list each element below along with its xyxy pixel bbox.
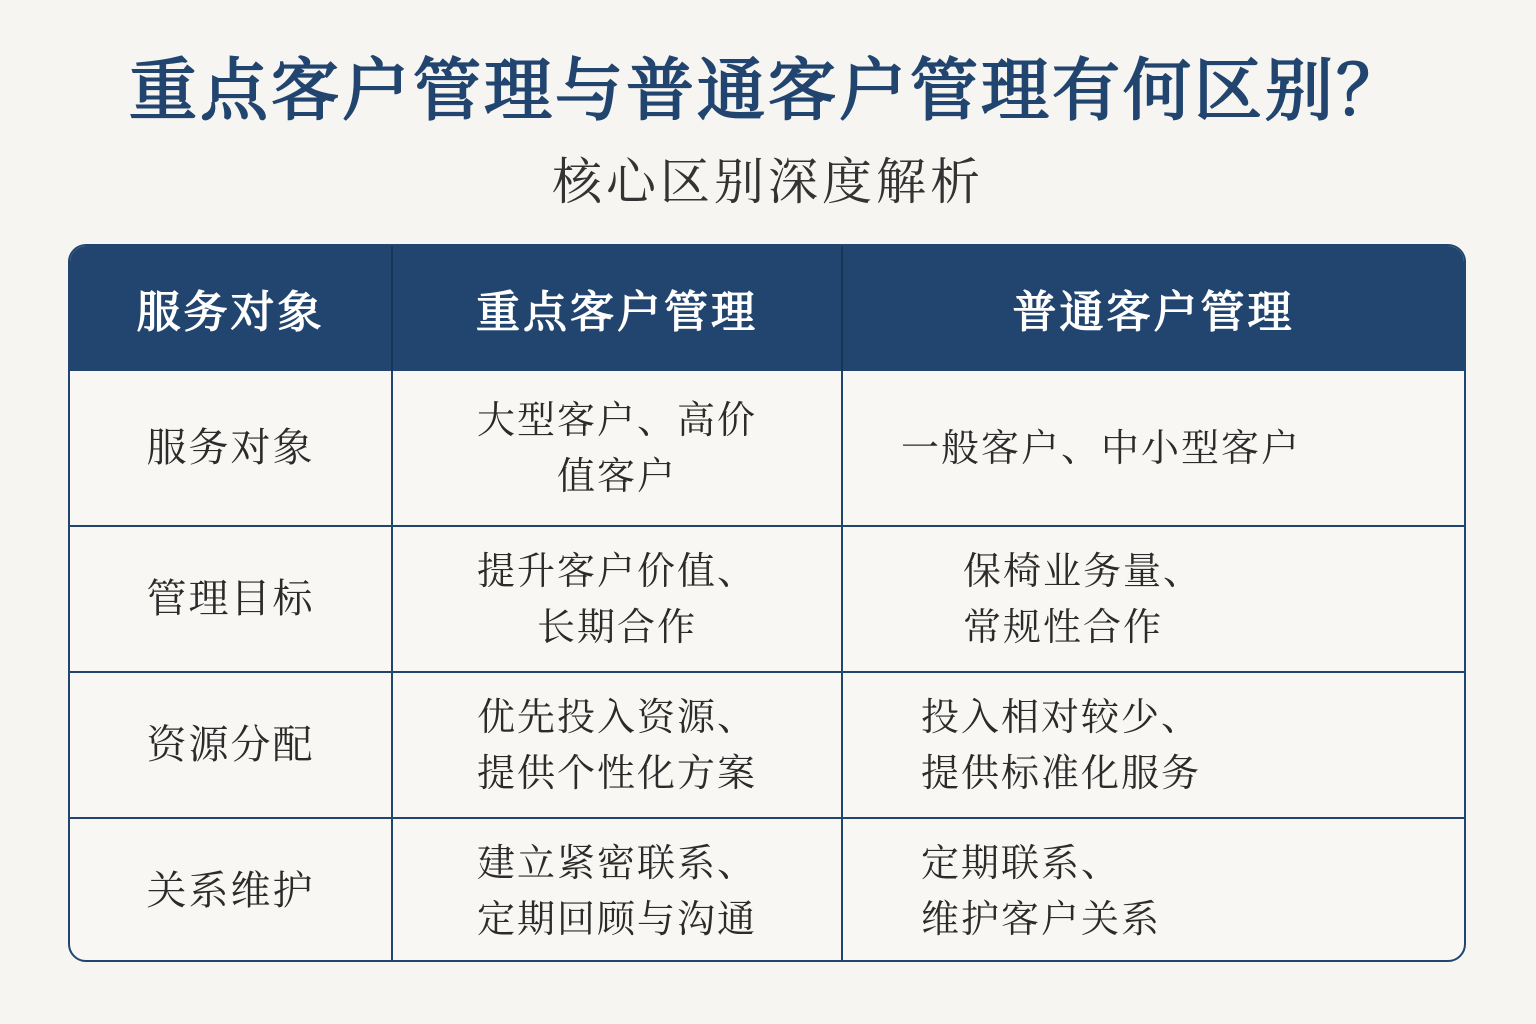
cell-line: 维护客户关系 [921, 896, 1162, 941]
normal-account-cell [842, 370, 1464, 526]
header-key-account: 重点客户管理 [392, 246, 842, 370]
cell-line: 投入相对较少、 [921, 695, 1202, 739]
cell-line: 定期联系、 [921, 840, 1122, 885]
cell-line: 定期回顾与沟通 [476, 896, 757, 941]
normal-account-cell [842, 818, 1464, 962]
table-row [70, 370, 1464, 526]
page-title: 重点客户管理与普通客户管理有何区别？ [128, 52, 1407, 131]
key-account-cell [392, 818, 842, 962]
cell-line: 提供标准化服务 [921, 751, 1202, 795]
header-normal-account: 普通客户管理 [842, 246, 1464, 370]
key-account-cell [392, 672, 842, 818]
normal-account-cell [842, 526, 1464, 672]
cell-line: 常规性合作 [963, 605, 1164, 649]
cell-line: 建立紧密联系、 [476, 840, 757, 885]
key-account-cell [392, 370, 842, 526]
row-label: 管理目标 [70, 526, 392, 672]
cell-line: 保椅业务量、 [963, 549, 1204, 593]
table-header-row [70, 246, 1464, 370]
cell-line: 大型客户、高价 [476, 398, 757, 442]
row-label: 服务对象 [70, 370, 392, 526]
table-row [70, 526, 1464, 672]
normal-account-cell [842, 672, 1464, 818]
key-account-cell [392, 526, 842, 672]
row-label: 资源分配 [70, 672, 392, 818]
table-row [70, 672, 1464, 818]
cell-line: 优先投入资源、 [476, 695, 757, 739]
cell-line: 一般客户、中小型客户 [901, 426, 1302, 470]
cell-line: 长期合作 [536, 605, 697, 649]
cell-line: 值客户 [556, 454, 677, 498]
cell-line: 提供个性化方案 [476, 751, 757, 795]
cell-line: 提升客户价值、 [476, 549, 757, 593]
header-dimension: 服务对象 [70, 246, 392, 370]
comparison-table [68, 244, 1466, 962]
table-row [70, 818, 1464, 962]
row-label: 关系维护 [70, 818, 392, 962]
page-subtitle: 核心区别深度解析 [552, 153, 984, 211]
